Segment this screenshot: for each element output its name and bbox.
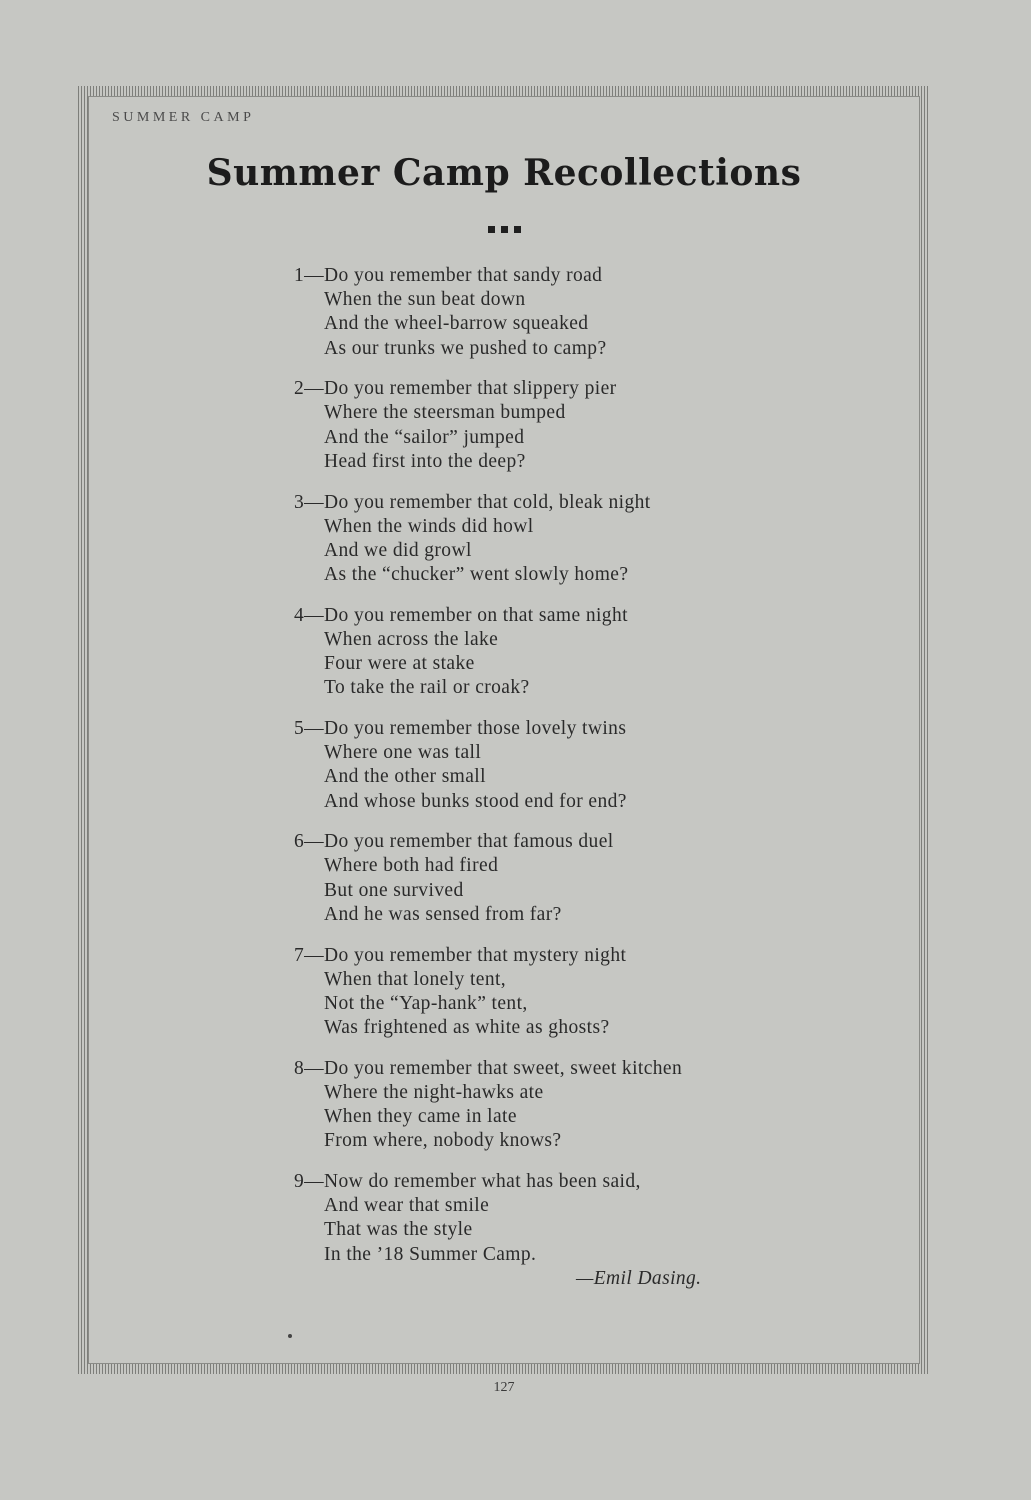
ornament-square — [488, 226, 495, 233]
stanza-line: When they came in late — [324, 1106, 517, 1128]
page-number: 127 — [493, 1380, 515, 1395]
stanza-line: When across the lake — [324, 628, 499, 650]
stanza-line: In the ’18 Summer Camp. — [324, 1243, 537, 1265]
ornament-square — [514, 226, 521, 233]
stanza-line: Was frightened as white as ghosts? — [324, 1017, 610, 1039]
stanza-line: And the other small — [324, 766, 486, 788]
stanza-line: When the winds did howl — [324, 515, 534, 537]
stanza-line: Where one was tall — [324, 742, 482, 764]
stanza-9 — [294, 1170, 764, 1267]
poem-body — [294, 264, 764, 1283]
stanza-line: When that lonely tent, — [324, 968, 507, 990]
stanza-line: 5—Do you remember those lovely twins — [294, 718, 627, 739]
stanza-line: As our trunks we pushed to camp? — [324, 337, 607, 359]
ink-speck — [288, 1334, 292, 1338]
author-attribution: —Emil Dasing. — [576, 1268, 702, 1289]
stanza-line: 4—Do you remember on that same night — [294, 604, 628, 626]
stanza-line: As the “chucker” went slowly home? — [324, 564, 629, 586]
stanza-5 — [294, 717, 764, 814]
stanza-6 — [294, 830, 764, 927]
stanza-line: Head first into the deep? — [324, 450, 526, 472]
stanza-line: Where both had fired — [324, 855, 499, 877]
stanza-line: 6—Do you remember that famous duel — [294, 831, 614, 853]
stanza-line: 1—Do you remember that sandy road — [294, 265, 603, 286]
stanza-line: Where the steersman bumped — [324, 402, 566, 424]
poem-title: Summer Camp Recollections — [206, 152, 802, 194]
stanza-line: Four were at stake — [324, 653, 475, 675]
stanza-1 — [294, 264, 764, 361]
stanza-line: Not the “Yap-hank” tent, — [324, 992, 528, 1014]
stanza-line: And the “sailor” jumped — [324, 426, 525, 448]
stanza-line: 8—Do you remember that sweet, sweet kitchen — [294, 1057, 683, 1079]
stanza-line: And whose bunks stood end for end? — [324, 790, 627, 812]
stanza-line: And the wheel-barrow squeaked — [324, 313, 589, 335]
stanza-8 — [294, 1057, 764, 1154]
stanza-line: Where the night-hawks ate — [324, 1081, 544, 1103]
stanza-line: 2—Do you remember that slippery pier — [294, 378, 617, 400]
stanza-line: And he was sensed from far? — [324, 903, 562, 925]
stanza-4 — [294, 604, 764, 701]
stanza-line: 3—Do you remember that cold, bleak night — [294, 491, 651, 513]
stanza-line: 7—Do you remember that mystery night — [294, 944, 627, 966]
stanza-line: And wear that smile — [324, 1195, 490, 1217]
stanza-line: But one survived — [324, 879, 464, 901]
stanza-line: When the sun beat down — [324, 289, 526, 311]
stanza-line: That was the style — [324, 1219, 473, 1241]
title-ornament — [488, 226, 521, 233]
stanza-line: To take the rail or croak? — [324, 677, 530, 699]
stanza-2 — [294, 377, 764, 474]
running-head: SUMMER CAMP — [112, 110, 255, 125]
stanza-7 — [294, 944, 764, 1041]
stanza-line: And we did growl — [324, 539, 472, 561]
stanza-3 — [294, 491, 764, 588]
stanza-line: 9—Now do remember what has been said, — [294, 1171, 641, 1192]
ornament-square — [501, 226, 508, 233]
stanza-line: From where, nobody knows? — [324, 1130, 562, 1152]
